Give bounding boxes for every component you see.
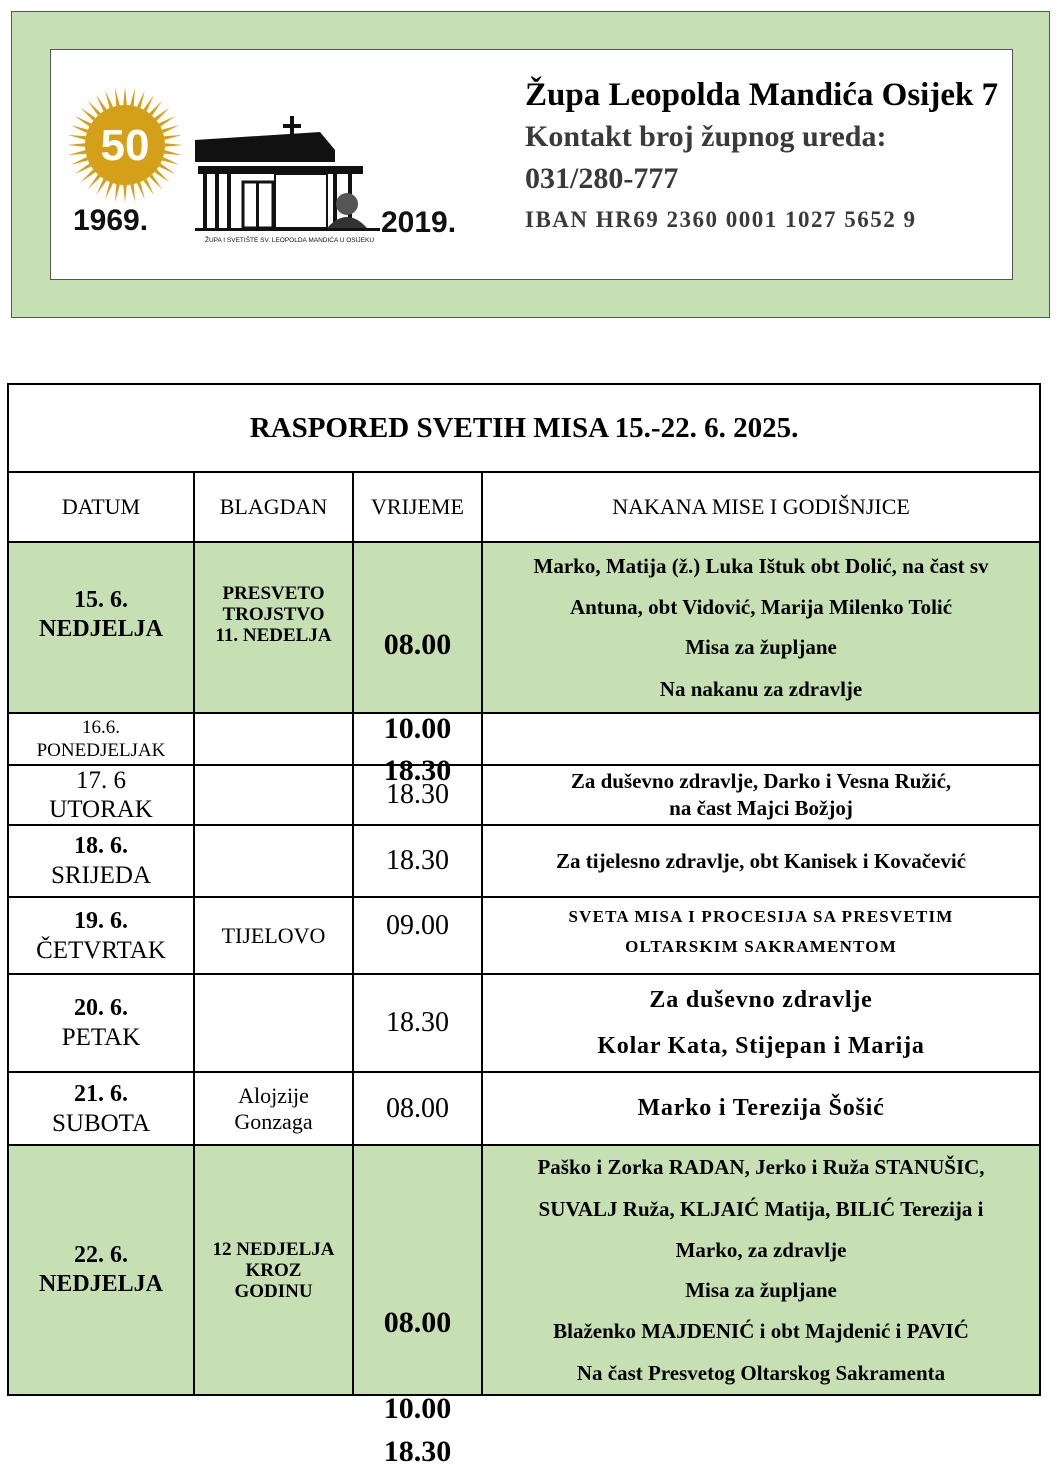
date: 19. 6.	[74, 907, 128, 934]
feast-line: 11. NEDELJA	[215, 625, 332, 646]
sun-ray	[115, 184, 120, 202]
date: 18. 6.	[74, 833, 128, 859]
date-cell	[8, 1145, 194, 1395]
sun-ray	[164, 135, 182, 140]
column-header-date: DATUM	[8, 472, 194, 542]
feast-cell	[194, 1072, 353, 1145]
sun-ray	[154, 169, 169, 182]
sun-ray	[115, 88, 120, 106]
intention-line: Paško i Zorka RADAN, Jerko i Ruža STANUŠIC,	[537, 1155, 985, 1179]
mass-time: 09.00	[386, 910, 449, 941]
table-row	[8, 713, 1040, 765]
jubilee-number: 50	[100, 121, 150, 170]
weekday: SUBOTA	[51, 1109, 150, 1137]
mass-time: 08.00	[353, 1072, 482, 1145]
mass-time: 18.30	[353, 765, 482, 825]
column-header-feast: BLAGDAN	[194, 472, 353, 542]
intention-line: Antuna, obt Vidović, Marija Milenko Tolić	[569, 594, 953, 619]
sun-ray	[164, 150, 182, 155]
sun-ray	[130, 184, 135, 202]
mass-schedule-table	[7, 383, 1041, 1468]
church-building-icon	[195, 116, 380, 231]
sun-ray	[149, 101, 162, 116]
sun-ray	[123, 87, 127, 105]
sun-ray	[105, 90, 113, 108]
intention-cell	[482, 974, 1040, 1072]
sun-ray	[88, 101, 101, 116]
parish-contact-info	[525, 74, 998, 240]
weekday: NEDJELJA	[38, 1271, 164, 1297]
header-card	[50, 49, 1013, 280]
table-row	[8, 542, 1040, 713]
table-header-row	[8, 472, 1040, 542]
feast-line: Gonzaga	[234, 1108, 313, 1134]
year-start: 1969.	[73, 204, 149, 237]
intention-cell	[482, 1145, 1040, 1395]
sun-ray	[81, 108, 96, 121]
intention-cell	[482, 897, 1040, 974]
logo-caption: ŽUPA I SVETIŠTE SV. LEOPOLDA MANDIĆA U OSIJEKU	[205, 237, 375, 244]
sun-ray	[96, 95, 107, 112]
mass-time: 18.30	[383, 1435, 452, 1468]
sun-ray	[143, 95, 154, 112]
intention-line: Marko, Matija (ž.) Luka Ištuk obt Dolić, na čast sv	[533, 553, 989, 578]
feast-cell	[194, 765, 353, 825]
intention-line: Blaženko MAJDENIĆ i obt Majdenić i PAVIĆ	[553, 1319, 969, 1343]
date-cell	[8, 765, 194, 825]
sun-ray	[68, 150, 86, 155]
parish-jubilee-logo	[65, 70, 495, 270]
schedule-title: RASPORED SVETIH MISA 15.-22. 6. 2025.	[8, 384, 1040, 472]
sun-ray	[143, 179, 154, 196]
sun-ray	[162, 157, 180, 165]
sun-ray	[105, 182, 113, 200]
sun-ray	[137, 182, 145, 200]
intention-cell	[482, 765, 1040, 825]
iban: IBAN HR69 2360 0001 1027 5652 9	[525, 207, 917, 232]
date: 20. 6.	[74, 995, 128, 1021]
phone-number: 031/280-777	[525, 162, 679, 195]
date: 21. 6.	[74, 1080, 128, 1107]
date-cell	[8, 713, 194, 765]
weekday: PETAK	[61, 1024, 141, 1051]
mass-time: 08.00	[383, 1306, 452, 1339]
sun-ray	[75, 116, 92, 127]
mass-time: 08.00	[383, 627, 452, 661]
sun-ray	[70, 157, 88, 165]
sun-ray	[96, 179, 107, 196]
weekday: PONEDJELJAK	[36, 740, 166, 761]
table-row	[8, 1072, 1040, 1145]
table-row	[8, 974, 1040, 1072]
weekday: UTORAK	[49, 796, 153, 823]
intention-line: Marko i Terezija Šošić	[637, 1095, 885, 1121]
feast-line: 12 NEDJELJA	[212, 1238, 335, 1260]
intention-line: Kolar Kata, Stijepan i Marija	[597, 1033, 925, 1059]
intention-cell	[482, 1072, 1040, 1145]
table-row	[8, 765, 1040, 825]
year-end: 2019.	[381, 206, 457, 239]
feast-line: KROZ	[245, 1259, 302, 1281]
intention-line: Za duševno zdravlje	[649, 987, 873, 1013]
mass-time: 18.30	[383, 753, 452, 787]
intention-line: Za duševno zdravlje, Darko i Vesna Ružić,	[570, 769, 952, 793]
intention-line: SUVALJ Ruža, KLJAIĆ Matija, BILIĆ Terezija i	[538, 1197, 984, 1221]
contact-label: Kontakt broj župnog ureda:	[525, 120, 887, 153]
date-cell	[8, 825, 194, 897]
feast-line: TROJSTVO	[222, 604, 325, 625]
feast-line: GODINU	[234, 1280, 313, 1302]
feast-cell	[194, 713, 353, 765]
time-cell	[353, 542, 482, 787]
date-cell	[8, 974, 194, 1072]
sun-ray	[154, 108, 169, 121]
mass-time: 18.30	[353, 974, 482, 1072]
intention-cell	[482, 542, 1040, 713]
sun-emblem-icon	[67, 87, 183, 203]
weekday: ČETVRTAK	[36, 936, 166, 964]
mass-time: 18.30	[353, 825, 482, 897]
sun-ray	[159, 163, 176, 174]
header-banner	[11, 11, 1050, 318]
feast-cell: TIJELOVO	[194, 897, 353, 974]
sun-ray	[159, 116, 176, 127]
weekday: NEDJELJA	[38, 615, 164, 642]
time-cell	[353, 1145, 482, 1468]
sun-ray	[88, 174, 101, 189]
date: 22. 6.	[74, 1242, 128, 1268]
intention-line: SVETA MISA I PROCESIJA SA PRESVETIM	[568, 907, 954, 926]
sun-ray	[137, 90, 145, 108]
mass-time: 10.00	[383, 711, 452, 745]
time-cell	[353, 897, 482, 974]
feast-cell	[194, 1145, 353, 1395]
intention-line: Na čast Presvetog Oltarskog Sakramenta	[576, 1361, 946, 1385]
feast-cell	[194, 825, 353, 897]
intention-line: Za tijelesno zdravlje, obt Kanisek i Kovačević	[555, 848, 967, 873]
sun-ray	[130, 88, 135, 106]
table-row	[8, 897, 1040, 974]
feast-line: Alojzije	[238, 1082, 309, 1108]
feast-line: PRESVETO	[222, 583, 325, 604]
sun-ray	[68, 135, 86, 140]
date-cell	[8, 1072, 194, 1145]
column-header-time: VRIJEME	[353, 472, 482, 542]
date: 17. 6	[76, 767, 126, 794]
sun-ray	[162, 125, 180, 133]
date: 16.6.	[82, 717, 120, 738]
sun-ray	[75, 163, 92, 174]
sun-ray	[123, 185, 127, 203]
intention-line: Misa za župljane	[685, 1278, 837, 1302]
intention-line: na čast Majci Božjoj	[669, 796, 853, 820]
sun-ray	[81, 169, 96, 182]
intention-line: Misa za župljane	[685, 634, 837, 659]
sun-ray	[149, 174, 162, 189]
feast-cell	[194, 542, 353, 713]
sun-ray	[70, 125, 88, 133]
intention-line: Na nakanu za zdravlje	[659, 676, 863, 701]
intention-cell	[482, 713, 1040, 765]
table-row	[8, 1145, 1040, 1395]
sun-ray	[165, 143, 183, 147]
weekday: SRIJEDA	[50, 862, 151, 889]
date-cell	[8, 897, 194, 974]
table-row	[8, 825, 1040, 897]
date: 15. 6.	[74, 586, 128, 613]
sun-ray	[67, 143, 85, 147]
mass-time: 10.00	[383, 1392, 452, 1425]
parish-name: Župa Leopolda Mandića Osijek 7	[525, 77, 999, 113]
intention-line: OLTARSKIM SAKRAMENTOM	[625, 937, 897, 956]
column-header-intentions: NAKANA MISE I GODIŠNJICE	[482, 472, 1040, 542]
intention-cell	[482, 825, 1040, 897]
intention-line: Marko, za zdravlje	[675, 1238, 847, 1262]
date-cell	[8, 542, 194, 713]
feast-cell	[194, 974, 353, 1072]
